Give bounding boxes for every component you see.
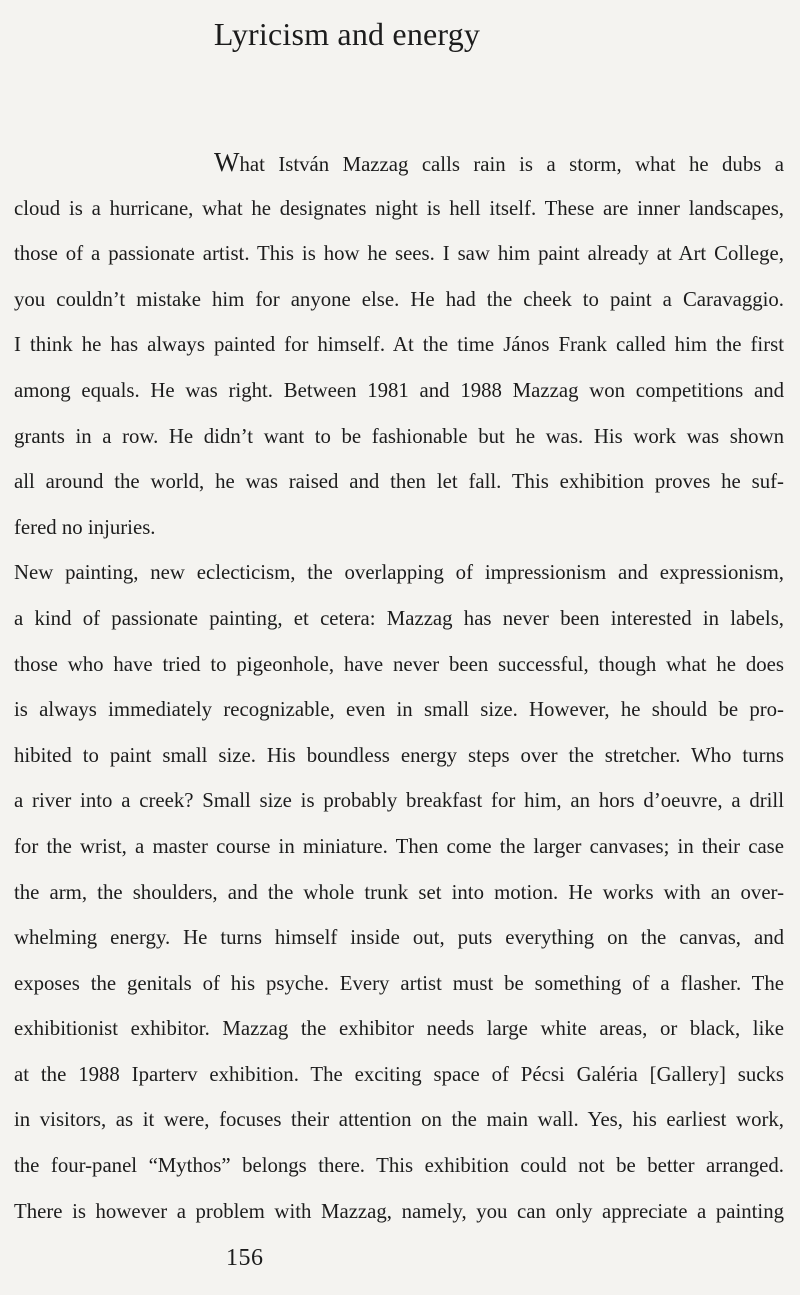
- text-line: you couldn’t mistake him for anyone else. He had the cheek to paint a Caravaggio.: [14, 287, 784, 311]
- text-line: hibited to paint small size. His boundless energy steps over the stretcher. Who turns: [14, 743, 784, 767]
- text-line: at the 1988 Iparterv exhibition. The exciting space of Pécsi Galéria [Gallery] sucks: [14, 1062, 784, 1086]
- text-line: for the wrist, a master course in miniature. Then come the larger canvases; in their case: [14, 834, 784, 858]
- page-title: [0, 16, 800, 53]
- text-line: cloud is a hurricane, what he designates night is hell itself. These are inner landscapes,: [14, 196, 784, 220]
- text-line: is always immediately recognizable, even in small size. However, he should be pro-: [14, 698, 784, 722]
- page-number: 156: [226, 1245, 264, 1271]
- text-line: exposes the genitals of his psyche. Every artist must be something of a flasher. The: [14, 971, 784, 995]
- text-line: among equals. He was right. Between 1981 and 1988 Mazzag won competitions and: [14, 378, 784, 402]
- text-line: those who have tried to pigeonhole, have never been successful, though what he does: [14, 652, 784, 676]
- text-line-opening: [14, 140, 784, 186]
- text-line: in visitors, as it were, focuses their attention on the main wall. Yes, his earliest work,: [14, 1108, 784, 1132]
- text-line: the four-panel “Mythos” belongs there. This exhibition could not be better arranged.: [14, 1154, 784, 1178]
- page-title-text: Lyricism and energy: [213, 16, 481, 52]
- text-line: a kind of passionate painting, et cetera: Mazzag has never been interested in labels,: [14, 606, 784, 630]
- text-line: New painting, new eclecticism, the overlapping of impressionism and expressionism,: [14, 561, 784, 585]
- text-line: exhibitionist exhibitor. Mazzag the exhibitor needs large white areas, or black, like: [14, 1017, 784, 1041]
- text-line: a river into a creek? Small size is probably breakfast for him, an hors d’oeuvre, a drill: [14, 789, 784, 813]
- text-line-opening-rest: hat István Mazzag calls rain is a storm, what he dubs a: [239, 153, 784, 176]
- body-text: [14, 140, 784, 1234]
- text-line: all around the world, he was raised and then let fall. This exhibition proves he suf-: [14, 470, 784, 494]
- text-line: those of a passionate artist. This is how he sees. I saw him paint already at Art College,: [14, 242, 784, 266]
- text-line: fered no injuries.: [14, 515, 156, 539]
- text-line: the arm, the shoulders, and the whole trunk set into motion. He works with an over-: [14, 880, 784, 904]
- text-line: grants in a row. He didn’t want to be fashionable but he was. His work was shown: [14, 424, 784, 448]
- text-line: There is however a problem with Mazzag, namely, you can only appreciate a painting: [14, 1199, 784, 1223]
- drop-cap: W: [214, 147, 240, 177]
- text-line: I think he has always painted for himself. At the time János Frank called him the first: [14, 333, 784, 357]
- text-line: whelming energy. He turns himself inside out, puts everything on the canvas, and: [14, 926, 784, 950]
